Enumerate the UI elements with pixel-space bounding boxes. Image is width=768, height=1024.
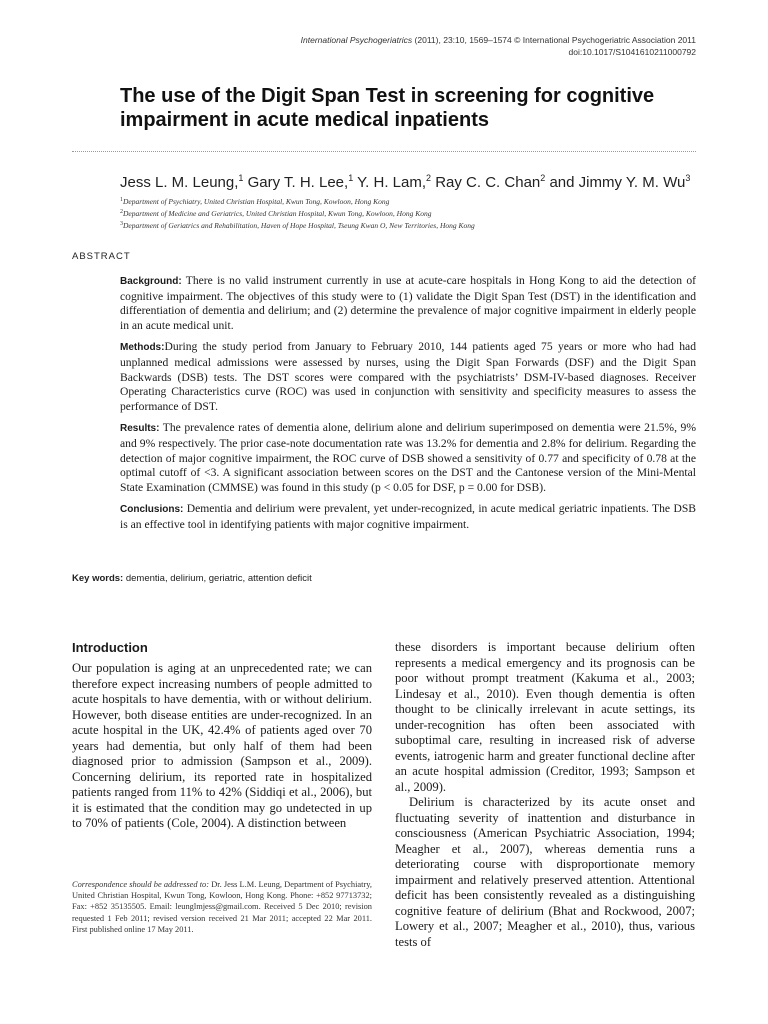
author-affiliation-mark: 2: [540, 173, 546, 183]
abstract-methods: [120, 340, 696, 414]
affiliation-number: 2: [120, 209, 123, 215]
intro-paragraph-continued: these disorders is important because delirium often represents a medical emergency and its prognosis can be poor without prompt treatment (Kakuma et al., 2003; Lindesay et al., 2010). Even though dementia is often thought to be clinically irrelevant in acute settings, its under-recognition has often been associated with suboptimal care, resulting in increased risk of adverse events, iatrogenic harm and greater functional decline after an acute hospital admission (Creditor, 1993; Sampson et al., 2009).: [395, 640, 695, 794]
intro-paragraph-delirium: Delirium is characterized by its acute onset and fluctuating severity of inattention and disturbance in consciousness (American Psychiatric Association, 1994; Meagher et al., 2007), whereas dementia runs a deteriorating course with disproportionate memory impairment and relatively preserved attention. Attentional deficit has been consistently revealed as a distinguishing cognitive feature of delirium (Bhat and Rockwood, 2007; Lowery et al., 2007; Meagher et al., 2010), thus, various tests of: [395, 795, 695, 949]
author: Y. H. Lam,: [353, 174, 427, 191]
author-affiliation-mark: 2: [426, 173, 432, 183]
author-affiliation-mark: 3: [685, 173, 691, 183]
affiliation-number: 1: [120, 197, 123, 203]
section-heading-introduction: Introduction: [72, 640, 148, 655]
affiliation-text: Department of Geriatrics and Rehabilitation, Haven of Hope Hospital, Tseung Kwan O, New Territories, Hong Kong: [123, 221, 475, 230]
abstract-label: Background:: [120, 276, 182, 287]
author-affiliation-mark: 1: [238, 173, 244, 183]
abstract-text: Dementia and delirium were prevalent, yet under-recognized, in acute medical geriatric inpatients. The DSB is an effective tool in identifying patients with major cognitive impairment.: [120, 502, 696, 531]
author: and Jimmy Y. M. Wu: [545, 174, 686, 191]
affiliation-list: [120, 195, 720, 231]
doi: doi:10.1017/S1041610211000792: [568, 47, 696, 57]
correspondence-text: Dr. Jess L.M. Leung, Department of Psychiatry, United Christian Hospital, Kwun Tong, Kowloon, Hong Kong. Phone: +852 97713732; Fax: +852 35135505. Email: leunglmjess@gmail.com. Received 5 Dec 2010; revision requested 1 Feb 2011; revised version received 21 Mar 2011; accepted 22 Mar 2011. First published online 17 May 2011.: [72, 880, 372, 934]
author: Ray C. C. Chan: [431, 174, 541, 191]
affiliation: [120, 219, 720, 231]
keywords-label: Key words:: [72, 573, 124, 584]
abstract-results: [120, 421, 696, 495]
abstract-body: [120, 274, 696, 540]
affiliation: [120, 195, 720, 207]
abstract-label: Methods:: [120, 342, 165, 354]
right-column: [395, 640, 695, 950]
paper-title: The use of the Digit Span Test in screening for cognitive impairment in acute medical inpatients: [120, 85, 655, 131]
author: Jess L. M. Leung,: [120, 174, 239, 191]
journal-name: International Psychogeriatrics: [300, 35, 413, 45]
author-affiliation-mark: 1: [348, 173, 354, 183]
affiliation: [120, 207, 720, 219]
keywords: [72, 573, 312, 584]
running-head: [301, 34, 696, 58]
keywords-text: dementia, delirium, geriatric, attention deficit: [123, 573, 312, 584]
affiliation-text: Department of Psychiatry, United Christian Hospital, Kwun Tong, Kowloon, Hong Kong: [123, 197, 390, 206]
intro-paragraph: Our population is aging at an unprecedented rate; we can therefore expect increasing numbers of people admitted to acute hospitals to have dementia, with or without delirium. However, both disease entities are under-recognized. In an acute hospital in the UK, 42.4% of patients aged over 70 years had dementia, but only half of them had been diagnosed prior to admission (Sampson et al., 2009). Concerning delirium, its reported rate in hospitalized patients ranged from 11% to 42% (Siddiqi et al., 2006), but it is estimated that the condition may go undetected in up to 70% of patients (Cole, 2004). A distinction between: [72, 661, 372, 830]
abstract-label: Results:: [120, 423, 160, 435]
abstract-text: During the study period from January to February 2010, 144 patients aged 75 years or more who had had unplanned medical admissions were assessed by nurses, using the Digit Span Forwards (DSF) and the Digit Span Backwards (DSB) tests. The DST scores were compared with the psychiatrists’ DSM-IV-based diagnoses. Receiver Operating Characteristics curve (ROC) was used in conjunction with sensitivity and specificity measures to assess the performance of DST.: [120, 340, 696, 413]
abstract-text: The prevalence rates of dementia alone, delirium alone and delirium superimposed on dementia were 21.5%, 9% and 9% respectively. The prior case-note documentation rate was 13.2% for dementia and 2.8% for delirium. Regarding the detection of major cognitive impairment, the ROC curve of DSB showed a sensitivity of 0.77 and specificity of 0.78 at the optimal cutoff of <3. A significant association between scores on the DST and the Cantonese version of the Mini-Mental State Examination (CMMSE) was found in this study (p < 0.05 for DSF, p = 0.00 for DSB).: [120, 421, 696, 494]
journal-citation: [301, 34, 696, 46]
journal-details: (2011), 23:10, 1569–1574 © International Psychogeriatric Association 2011: [412, 35, 696, 45]
abstract-text: There is no valid instrument currently in use at acute-care hospitals in Hong Kong to aid the detection of cognitive impairment. The objectives of this study were to (1) validate the Digit Span Test (DST) in the identification and differentiation of dementia and delirium; and (2) determine the prevalence of major cognitive impairment in elderly people in an acute medical unit.: [120, 274, 696, 332]
correspondence-note: [72, 879, 372, 935]
abstract-background: [120, 274, 696, 333]
affiliation-number: 3: [120, 221, 123, 227]
author-list: [120, 168, 720, 193]
correspondence-lead: Correspondence should be addressed to:: [72, 880, 210, 889]
affiliation-text: Department of Medicine and Geriatrics, United Christian Hospital, Kwun Tong, Kowloon, Hong Kong: [123, 209, 432, 218]
abstract-heading: ABSTRACT: [72, 251, 131, 262]
title-divider: [72, 151, 696, 152]
author: Gary T. H. Lee,: [243, 174, 349, 191]
left-column: [72, 640, 372, 832]
abstract-label: Conclusions:: [120, 504, 184, 516]
abstract-conclusions: [120, 502, 696, 532]
